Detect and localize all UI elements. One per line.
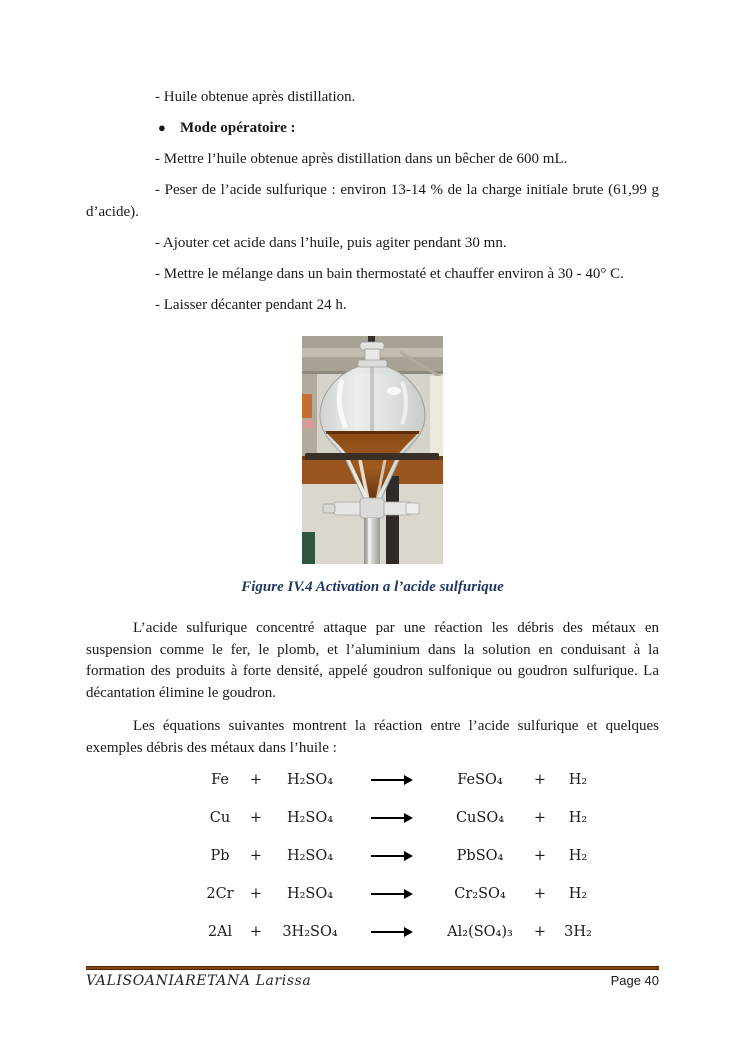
equation-product-gas: H₂ — [568, 810, 588, 826]
list-item-step: - Mettre l’huile obtenue après distillation dans un bêcher de 600 mL. — [155, 151, 568, 167]
lab-photo-separating-funnel — [302, 336, 443, 564]
equation-reactant-acid: H₂SO₄ — [286, 886, 334, 902]
equation-product-gas: H₂ — [568, 772, 588, 788]
plus-sign: + — [533, 848, 547, 864]
equation-product-gas: H₂ — [568, 886, 588, 902]
paragraph-acide-sulfurique: L’acide sulfurique concentré attaque par une réaction les débris des métaux en suspension comme le fer, le plomb, et l’aluminium dans la solution en conduisant à la formation des produits à forte densité, appelé goudron sulfonique ou goudron sulfurique. La décantation élimine le goudron. — [86, 620, 659, 701]
plus-sign: + — [533, 810, 547, 826]
plus-sign: + — [533, 772, 547, 788]
page-content — [86, 0, 659, 951]
list-item-step: - Mettre le mélange dans un bain thermostaté et chauffer environ à 30 - 40° C. — [155, 266, 624, 282]
equation-row-al — [200, 913, 659, 951]
reaction-arrow-icon — [371, 893, 411, 895]
bullet-heading-mode-operatoire — [86, 117, 659, 139]
figure-caption: Figure IV.4 Activation a l’acide sulfurique — [241, 579, 504, 595]
footer-author-name: VALISOANIARETANA Larissa — [86, 973, 312, 989]
equation-product-salt: Cr₂SO₄ — [454, 886, 506, 902]
equation-reactant-metal: Pb — [210, 848, 230, 864]
list-item-huile: - Huile obtenue après distillation. — [155, 89, 356, 105]
reaction-arrow-icon — [371, 931, 411, 933]
reaction-arrow-icon — [371, 817, 411, 819]
equation-reactant-acid: 3H₂SO₄ — [282, 924, 338, 940]
equation-product-salt: CuSO₄ — [455, 810, 505, 826]
paragraph-equations-intro: Les équations suivantes montrent la réaction entre l’acide sulfurique et quelques exemples débris des métaux dans l’huile : — [86, 718, 659, 756]
equation-row-cu — [200, 799, 659, 837]
equation-row-pb — [200, 837, 659, 875]
plus-sign: + — [249, 810, 263, 826]
equation-product-salt: PbSO₄ — [456, 848, 504, 864]
reaction-equations — [200, 761, 659, 951]
equation-product-salt: FeSO₄ — [457, 772, 503, 788]
equation-reactant-acid: H₂SO₄ — [286, 772, 334, 788]
equation-product-salt: Al₂(SO₄)₃ — [447, 924, 513, 940]
list-item-step: - Laisser décanter pendant 24 h. — [155, 297, 347, 313]
plus-sign: + — [533, 886, 547, 902]
figure-block — [86, 336, 659, 598]
footer-page-number: Page 40 — [610, 973, 659, 988]
bullet-heading-label: Mode opératoire : — [180, 120, 296, 136]
equation-product-gas: H₂ — [568, 848, 588, 864]
equation-reactant-metal: 2Cr — [206, 886, 234, 902]
plus-sign: + — [249, 848, 263, 864]
equation-row-fe — [200, 761, 659, 799]
plus-sign: + — [533, 924, 547, 940]
footer-rule — [86, 966, 659, 970]
plus-sign: + — [249, 924, 263, 940]
equation-row-cr — [200, 875, 659, 913]
equation-reactant-metal: Cu — [209, 810, 231, 826]
list-item-step: - Ajouter cet acide dans l’huile, puis agiter pendant 30 mn. — [155, 235, 507, 251]
equation-reactant-acid: H₂SO₄ — [286, 848, 334, 864]
page-footer — [86, 966, 659, 989]
plus-sign: + — [249, 772, 263, 788]
equation-reactant-metal: 2Al — [207, 924, 233, 940]
equation-reactant-metal: Fe — [211, 772, 229, 788]
reaction-arrow-icon — [371, 855, 411, 857]
bullet-icon: ● — [158, 120, 166, 135]
reaction-arrow-icon — [371, 779, 411, 781]
list-item-step: - Peser de l’acide sulfurique : environ 13-14 % de la charge initiale brute (61,99 g d’acide). — [86, 182, 659, 220]
equation-product-gas: 3H₂ — [564, 924, 592, 940]
equation-reactant-acid: H₂SO₄ — [286, 810, 334, 826]
plus-sign: + — [249, 886, 263, 902]
